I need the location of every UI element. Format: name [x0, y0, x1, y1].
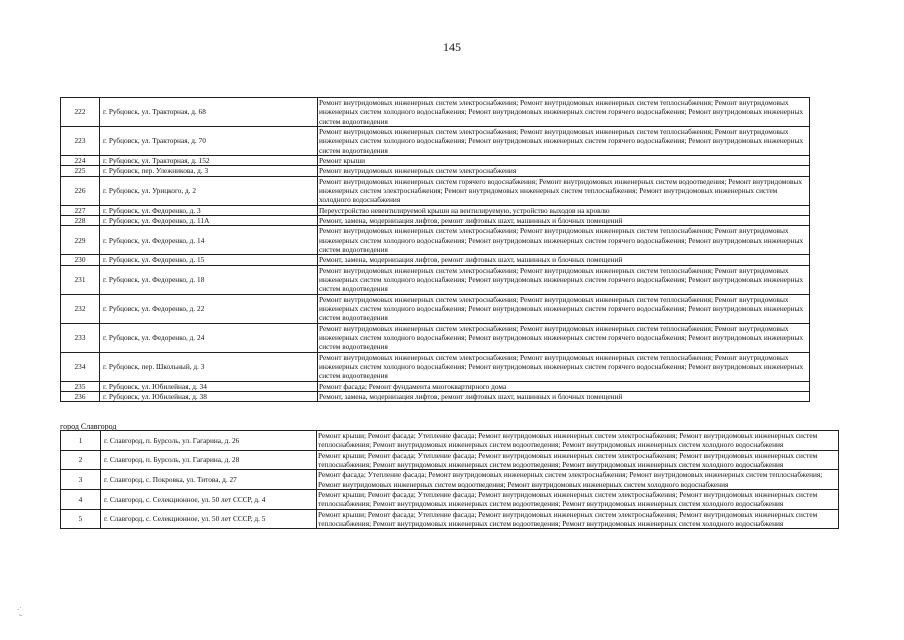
works-cell: Ремонт крыши; Ремонт фасада; Утепление фасада; Ремонт внутридомовых инженерных систем электроснабжения; Ремонт внутридомовых инженерных систем теплоснабжения; Ремонт внутридомовых инженерных систем водоотведения; Ремонт внутридомовых инженерных систем холодного водоснабжения: [317, 431, 839, 451]
table-row: [61, 352, 810, 381]
table-row: [61, 489, 839, 509]
table-row: [61, 205, 810, 215]
table-row: [61, 166, 810, 176]
row-number-cell: 225: [61, 166, 100, 176]
table-row: [61, 98, 810, 127]
row-number-cell: 222: [61, 98, 100, 127]
works-cell: Ремонт, замена, модернизация лифтов, ремонт лифтовых шахт, машинных и блочных помещений: [318, 215, 810, 225]
address-cell: г. Славгород, п. Бурсоль, ул. Гагарина, д. 26: [101, 431, 317, 451]
address-cell: г. Рубцовск, ул. Юбилейная, д. 34: [100, 381, 318, 391]
slavgorod-works-table: [60, 430, 839, 529]
address-cell: г. Рубцовск, ул. Урицкого, д. 2: [100, 176, 318, 205]
table-row: [61, 391, 810, 401]
table-row: [61, 381, 810, 391]
row-number-cell: 224: [61, 155, 100, 165]
address-cell: г. Рубцовск, ул. Юбилейная, д. 38: [100, 391, 318, 401]
row-number-cell: 232: [61, 294, 100, 323]
row-number-cell: 1: [61, 431, 101, 451]
works-cell: Ремонт крыши: [318, 155, 810, 165]
address-cell: г. Рубцовск, пер. Улежникова, д. 3: [100, 166, 318, 176]
works-cell: Ремонт крыши; Ремонт фасада; Утепление фасада; Ремонт внутридомовых инженерных систем электроснабжения; Ремонт внутридомовых инженерных систем теплоснабжения; Ремонт внутридомовых инженерных систем водоотведения; Ремонт внутридомовых инженерных систем холодного водоснабжения: [317, 450, 839, 470]
table-row: [61, 323, 810, 352]
rubtsovsk-works-table: [60, 97, 810, 402]
table-row: [61, 155, 810, 165]
table-body: [61, 98, 810, 402]
row-number-cell: 2: [61, 450, 101, 470]
works-cell: Ремонт внутридомовых инженерных систем горячего водоснабжения; Ремонт внутридомовых инженерных систем водоотведения; Ремонт внутридомовых инженерных систем электроснабжения; Ремонт внутридомовых инженерных систем теплоснабжения; Ремонт внутридомовых инженерных систем холодного водоснабжения: [318, 176, 810, 205]
works-cell: Ремонт, замена, модернизация лифтов, ремонт лифтовых шахт, машинных и блочных помещений: [318, 255, 810, 265]
row-number-cell: 227: [61, 205, 100, 215]
table-row: [61, 294, 810, 323]
page-number: 145: [443, 40, 461, 54]
row-number-cell: 235: [61, 381, 100, 391]
row-number-cell: 234: [61, 352, 100, 381]
table-row: [61, 126, 810, 155]
row-number-cell: 228: [61, 215, 100, 225]
address-cell: г. Славгород, с. Селекционное, ул. 50 лет СССР, д. 4: [101, 489, 317, 509]
address-cell: г. Рубцовск, ул. Федоренко, д. 11А: [100, 215, 318, 225]
address-cell: г. Рубцовск, ул. Федоренко, д. 3: [100, 205, 318, 215]
row-number-cell: 223: [61, 126, 100, 155]
row-number-cell: 233: [61, 323, 100, 352]
row-number-cell: 226: [61, 176, 100, 205]
address-cell: г. Рубцовск, ул. Федоренко, д. 24: [100, 323, 318, 352]
table-row: [61, 255, 810, 265]
address-cell: г. Рубцовск, пер. Школьный, д. 3: [100, 352, 318, 381]
scan-artifact-mark: ·˙ ~: [17, 606, 23, 620]
table-row: [61, 470, 839, 490]
works-cell: Ремонт внутридомовых инженерных систем электроснабжения; Ремонт внутридомовых инженерных систем теплоснабжения; Ремонт внутридомовых инженерных систем холодного водоснабжения; Ремонт внутридомовых инженерных систем горячего водоснабжения; Ремонт внутридомовых инженерных систем водоотведения: [318, 294, 810, 323]
works-cell: Ремонт крыши; Ремонт фасада; Утепление фасада; Ремонт внутридомовых инженерных систем электроснабжения; Ремонт внутридомовых инженерных систем теплоснабжения; Ремонт внутридомовых инженерных систем водоотведения; Ремонт внутридомовых инженерных систем холодного водоснабжения: [317, 489, 839, 509]
address-cell: г. Рубцовск, ул. Тракторная, д. 70: [100, 126, 318, 155]
table-row: [61, 226, 810, 255]
works-cell: Переустройство невентилируемой крыши на вентилируемую, устройство выходов на кровлю: [318, 205, 810, 215]
row-number-cell: 4: [61, 489, 101, 509]
table-row: [61, 265, 810, 294]
works-cell: Ремонт, замена, модернизация лифтов, ремонт лифтовых шахт, машинных и блочных помещений: [318, 391, 810, 401]
section-heading: город Славгород: [60, 422, 117, 431]
table-body: [61, 431, 839, 529]
row-number-cell: 5: [61, 509, 101, 529]
table-row: [61, 450, 839, 470]
works-cell: Ремонт внутридомовых инженерных систем электроснабжения; Ремонт внутридомовых инженерных систем теплоснабжения; Ремонт внутридомовых инженерных систем холодного водоснабжения; Ремонт внутридомовых инженерных систем горячего водоснабжения; Ремонт внутридомовых инженерных систем водоотведения: [318, 126, 810, 155]
works-cell: Ремонт внутридомовых инженерных систем электроснабжения; Ремонт внутридомовых инженерных систем теплоснабжения; Ремонт внутридомовых инженерных систем холодного водоснабжения; Ремонт внутридомовых инженерных систем горячего водоснабжения; Ремонт внутридомовых инженерных систем водоотведения: [318, 352, 810, 381]
address-cell: г. Рубцовск, ул. Федоренко, д. 15: [100, 255, 318, 265]
table-row: [61, 431, 839, 451]
works-cell: Ремонт внутридомовых инженерных систем электроснабжения; Ремонт внутридомовых инженерных систем теплоснабжения; Ремонт внутридомовых инженерных систем холодного водоснабжения; Ремонт внутридомовых инженерных систем горячего водоснабжения; Ремонт внутридомовых инженерных систем водоотведения: [318, 98, 810, 127]
address-cell: г. Рубцовск, ул. Федоренко, д. 22: [100, 294, 318, 323]
table-row: [61, 509, 839, 529]
row-number-cell: 230: [61, 255, 100, 265]
address-cell: г. Рубцовск, ул. Федоренко, д. 14: [100, 226, 318, 255]
works-cell: Ремонт внутридомовых инженерных систем электроснабжения: [318, 166, 810, 176]
row-number-cell: 231: [61, 265, 100, 294]
row-number-cell: 3: [61, 470, 101, 490]
works-cell: Ремонт фасада; Ремонт фундамента многоквартирного дома: [318, 381, 810, 391]
address-cell: г. Рубцовск, ул. Тракторная, д. 152: [100, 155, 318, 165]
table-row: [61, 176, 810, 205]
address-cell: г. Рубцовск, ул. Федоренко, д. 18: [100, 265, 318, 294]
address-cell: г. Славгород, с. Селекционное, ул. 50 лет СССР, д. 5: [101, 509, 317, 529]
address-cell: г. Рубцовск, ул. Тракторная, д. 68: [100, 98, 318, 127]
table-row: [61, 215, 810, 225]
works-cell: Ремонт фасада; Утепление фасада; Ремонт внутридомовых инженерных систем электроснабжения; Ремонт внутридомовых инженерных систем теплоснабжения; Ремонт внутридомовых инженерных систем водоотведения; Ремонт внутридомовых инженерных систем холодного водоснабжения: [317, 470, 839, 490]
row-number-cell: 236: [61, 391, 100, 401]
works-cell: Ремонт крыши; Ремонт фасада; Утепление фасада; Ремонт внутридомовых инженерных систем электроснабжения; Ремонт внутридомовых инженерных систем теплоснабжения; Ремонт внутридомовых инженерных систем водоотведения; Ремонт внутридомовых инженерных систем холодного водоснабжения: [317, 509, 839, 529]
row-number-cell: 229: [61, 226, 100, 255]
address-cell: г. Славгород, п. Бурсоль, ул. Гагарина, д. 28: [101, 450, 317, 470]
address-cell: г. Славгород, с. Покровка, ул. Титова, д. 27: [101, 470, 317, 490]
works-cell: Ремонт внутридомовых инженерных систем электроснабжения; Ремонт внутридомовых инженерных систем теплоснабжения; Ремонт внутридомовых инженерных систем холодного водоснабжения; Ремонт внутридомовых инженерных систем горячего водоснабжения; Ремонт внутридомовых инженерных систем водоотведения: [318, 323, 810, 352]
works-cell: Ремонт внутридомовых инженерных систем электроснабжения; Ремонт внутридомовых инженерных систем теплоснабжения; Ремонт внутридомовых инженерных систем холодного водоснабжения; Ремонт внутридомовых инженерных систем горячего водоснабжения; Ремонт внутридомовых инженерных систем водоотведения: [318, 265, 810, 294]
works-cell: Ремонт внутридомовых инженерных систем электроснабжения; Ремонт внутридомовых инженерных систем теплоснабжения; Ремонт внутридомовых инженерных систем холодного водоснабжения; Ремонт внутридомовых инженерных систем горячего водоснабжения; Ремонт внутридомовых инженерных систем водоотведения: [318, 226, 810, 255]
